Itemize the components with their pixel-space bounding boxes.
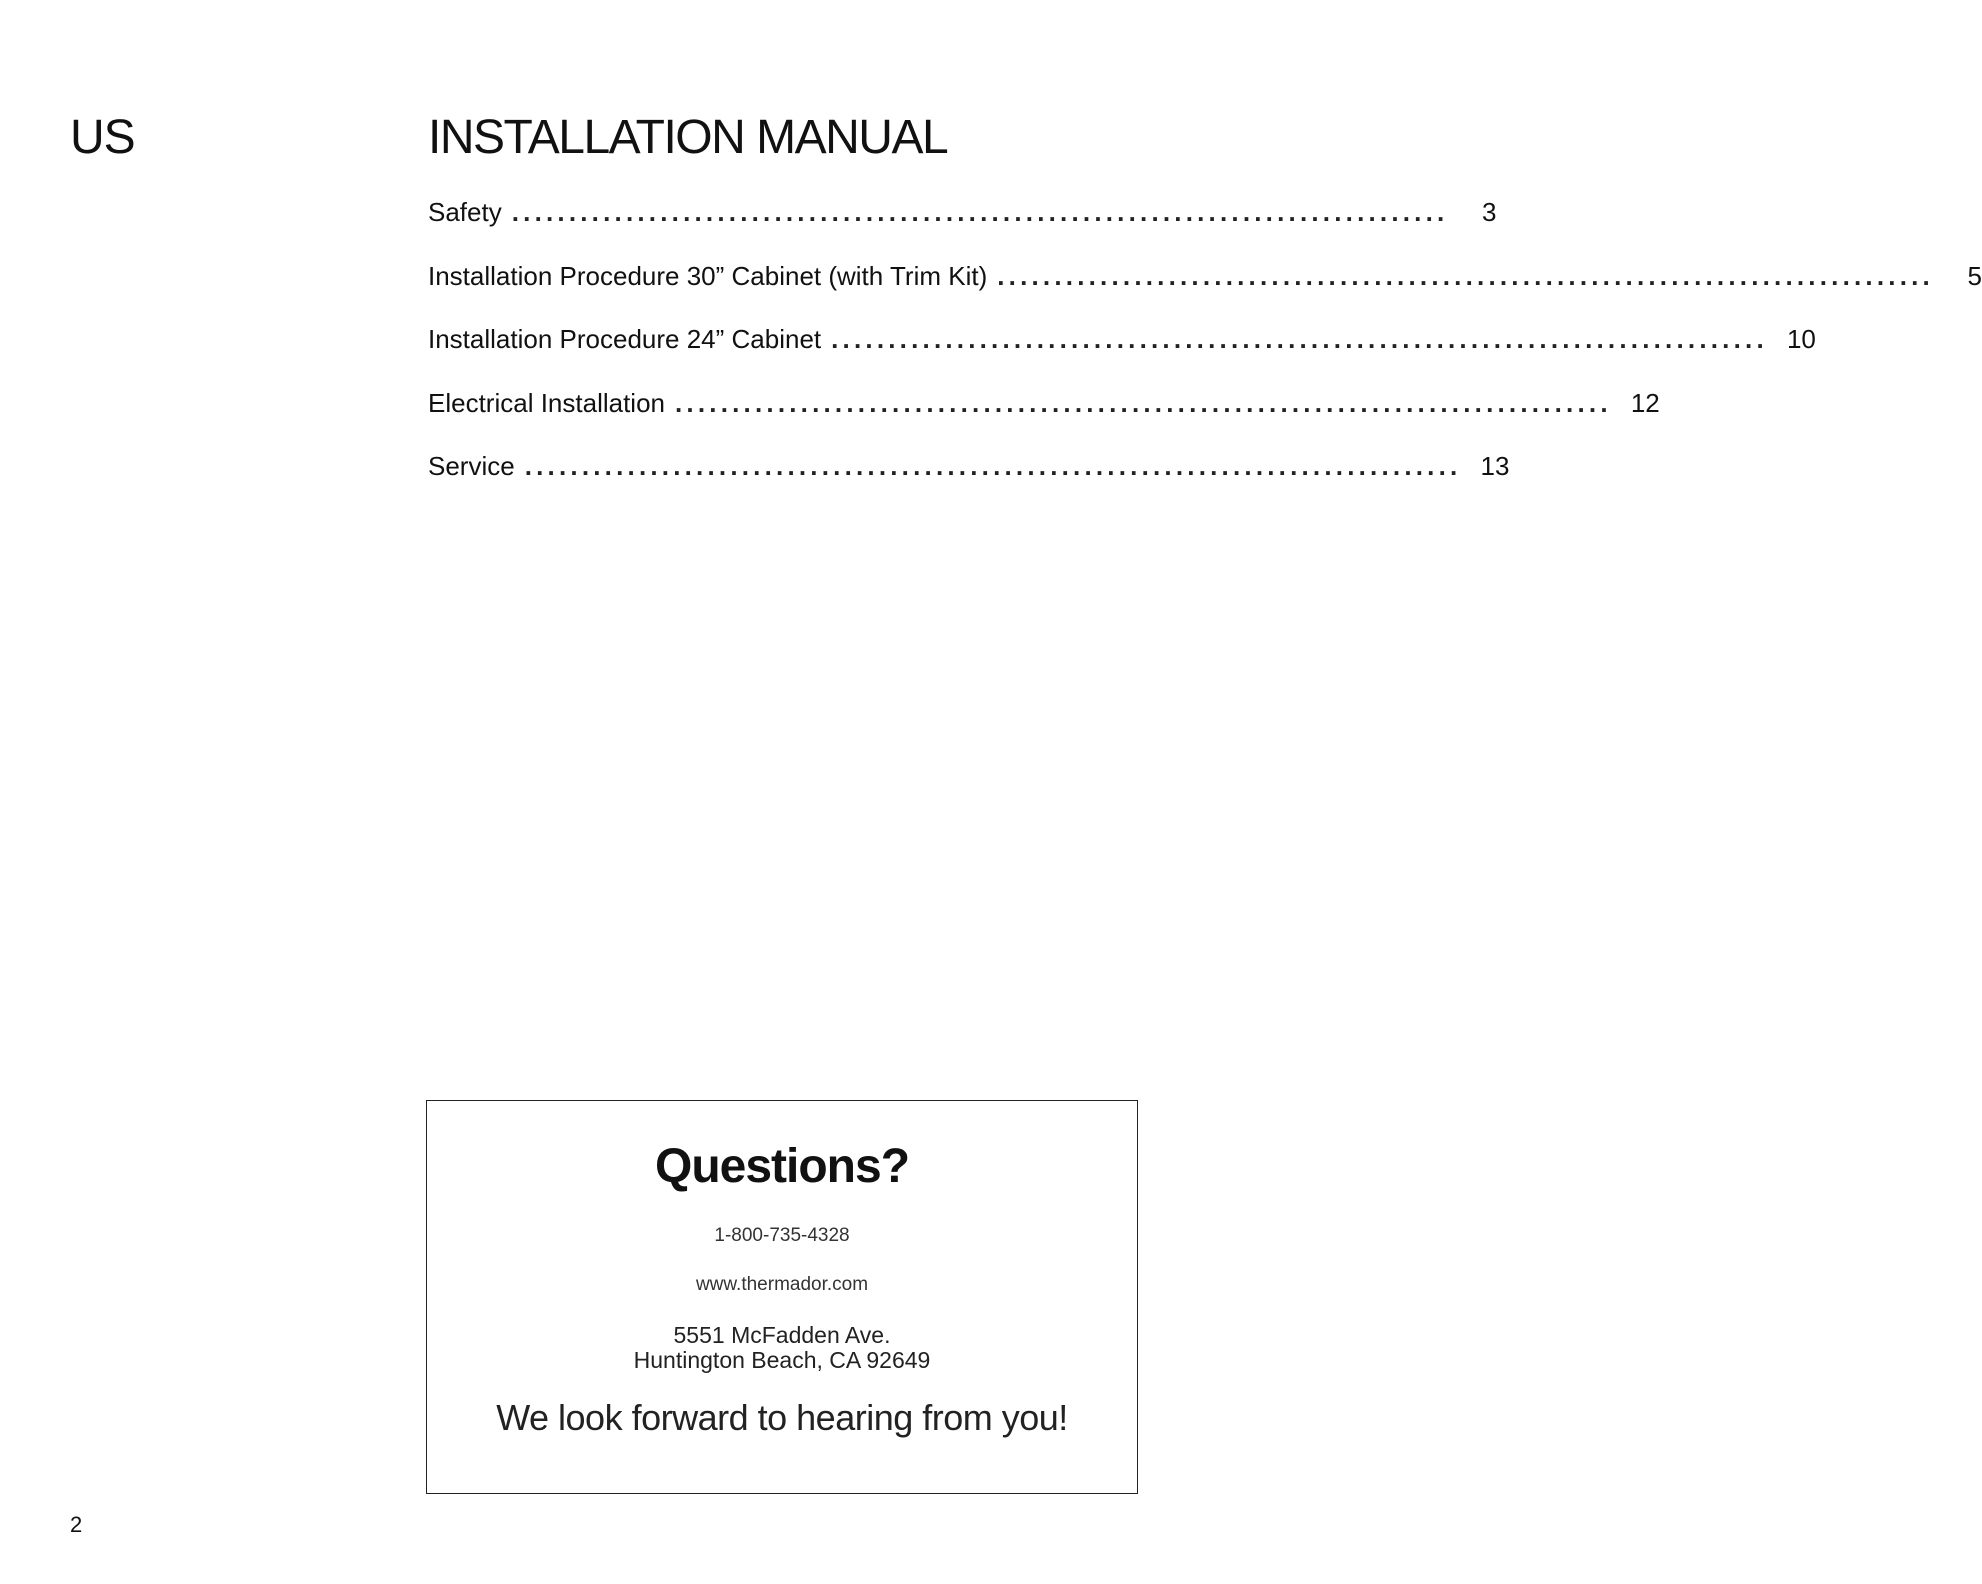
phone-number: 1-800-735-4328 xyxy=(714,1225,850,1246)
toc-entry-page: 3 xyxy=(1482,197,1497,227)
toc-entry-page: 12 xyxy=(1630,387,1660,418)
closing-message: We look forward to hearing from you! xyxy=(496,1397,1068,1438)
toc-entry-label: Installation Procedure 24” Cabinet xyxy=(428,324,822,354)
questions-heading: Questions? xyxy=(654,1140,910,1193)
toc-entry-electrical[interactable] xyxy=(428,387,1660,451)
toc-entry-label: Installation Procedure 30” Cabinet (with Trim Kit) xyxy=(428,260,988,291)
toc-entry-label: Service xyxy=(428,451,515,481)
toc-entry-label: Safety xyxy=(428,197,502,227)
website-link[interactable]: www.thermador.com xyxy=(695,1274,869,1295)
toc-entry-page: 13 xyxy=(1480,451,1510,481)
region-label: US xyxy=(70,111,135,164)
toc-entry-label: Electrical Installation xyxy=(428,387,665,418)
page-number: 2 xyxy=(70,1512,83,1537)
table-of-contents xyxy=(428,196,1982,514)
manual-title: INSTALLATION MANUAL xyxy=(428,111,948,164)
toc-leader-dots: .................................................................................. xyxy=(511,197,1449,227)
toc-leader-dots: .................................................................................. xyxy=(831,324,1768,354)
toc-leader-dots: .................................................................................. xyxy=(524,451,1462,481)
toc-entry-24-cabinet[interactable] xyxy=(428,323,1816,387)
toc-entry-page: 5 xyxy=(1967,260,1982,291)
toc-leader-dots: .................................................................................. xyxy=(997,260,1934,291)
toc-entry-page: 10 xyxy=(1786,324,1816,354)
toc-entry-service[interactable] xyxy=(428,450,1510,514)
toc-entry-30-cabinet[interactable] xyxy=(428,260,1982,324)
toc-leader-dots: .................................................................................. xyxy=(675,387,1612,418)
address-line-2: Huntington Beach, CA 92649 xyxy=(633,1347,931,1373)
toc-entry-safety[interactable] xyxy=(428,196,1497,260)
mailing-address xyxy=(427,1323,1137,1373)
questions-box xyxy=(426,1100,1138,1494)
address-line-1: 5551 McFadden Ave. xyxy=(673,1322,891,1348)
